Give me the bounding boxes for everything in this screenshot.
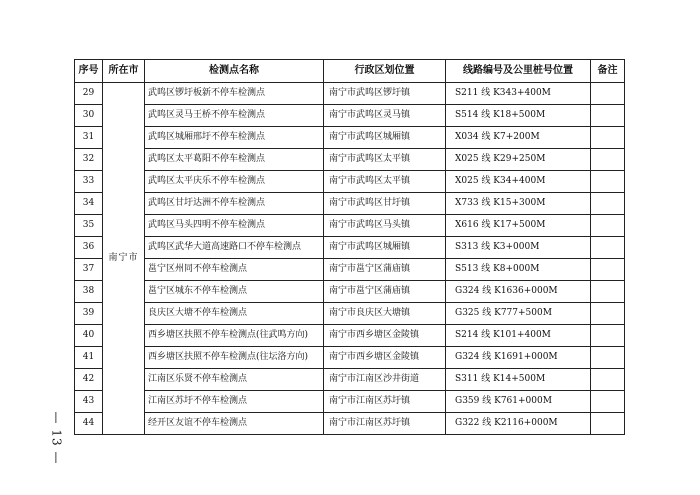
table-header-row [75,60,625,83]
header-route: 线路编号及公里桩号位置 [446,60,591,83]
admin-location: 南宁市江南区苏圩镇 [324,391,446,413]
checkpoint-table [74,59,625,435]
note-cell [591,369,625,391]
row-number: 33 [75,171,103,193]
header-location: 行政区划位置 [324,60,446,83]
note-cell [591,413,625,435]
table-row [75,171,625,193]
admin-location: 南宁市武鸣区灵马镇 [324,105,446,127]
table-row [75,281,625,303]
admin-location: 南宁市武鸣区太平镇 [324,149,446,171]
row-number: 30 [75,105,103,127]
route-stake: X034 线 K7+200M [446,127,591,149]
note-cell [591,105,625,127]
note-cell [591,237,625,259]
route-stake: S211 线 K343+400M [446,83,591,105]
checkpoint-name: 武鸣区锣圩板新不停车检测点 [145,83,324,105]
admin-location: 南宁市良庆区大塘镇 [324,303,446,325]
route-stake: X616 线 K17+500M [446,215,591,237]
table-row [75,127,625,149]
row-number: 38 [75,281,103,303]
table-row [75,391,625,413]
note-cell [591,171,625,193]
note-cell [591,127,625,149]
table-row [75,193,625,215]
route-stake: G325 线 K777+500M [446,303,591,325]
row-number: 43 [75,391,103,413]
checkpoint-name: 武鸣区灵马王桥不停车检测点 [145,105,324,127]
checkpoint-name: 经开区友谊不停车检测点 [145,413,324,435]
table-row [75,259,625,281]
route-stake: S311 线 K14+500M [446,369,591,391]
checkpoint-name: 邕宁区州同不停车检测点 [145,259,324,281]
city-cell: 南宁市 [103,83,145,435]
row-number: 32 [75,149,103,171]
route-stake: G324 线 K1636+000M [446,281,591,303]
checkpoint-name: 良庆区大塘不停车检测点 [145,303,324,325]
row-number: 40 [75,325,103,347]
checkpoint-name: 武鸣区甘圩达洲不停车检测点 [145,193,324,215]
row-number: 34 [75,193,103,215]
table-body [75,83,625,435]
admin-location: 南宁市邕宁区蒲庙镇 [324,259,446,281]
route-stake: G359 线 K761+000M [446,391,591,413]
page-number: — 13 — [49,411,63,465]
checkpoint-name: 江南区苏圩不停车检测点 [145,391,324,413]
row-number: 39 [75,303,103,325]
row-number: 31 [75,127,103,149]
checkpoint-name: 武鸣区马头四明不停车检测点 [145,215,324,237]
header-name: 检测点名称 [145,60,324,83]
admin-location: 南宁市武鸣区锣圩镇 [324,83,446,105]
table-row [75,83,625,105]
table-row [75,413,625,435]
note-cell [591,149,625,171]
note-cell [591,347,625,369]
checkpoint-name: 武鸣区太平庆乐不停车检测点 [145,171,324,193]
admin-location: 南宁市武鸣区马头镇 [324,215,446,237]
row-number: 37 [75,259,103,281]
checkpoint-name: 武鸣区城厢邢圩不停车检测点 [145,127,324,149]
route-stake: S514 线 K18+500M [446,105,591,127]
row-number: 36 [75,237,103,259]
table-row [75,105,625,127]
note-cell [591,391,625,413]
header-city: 所在市 [103,60,145,83]
route-stake: S214 线 K101+400M [446,325,591,347]
route-stake: X025 线 K29+250M [446,149,591,171]
checkpoint-name: 江南区乐贤不停车检测点 [145,369,324,391]
admin-location: 南宁市武鸣区太平镇 [324,171,446,193]
row-number: 35 [75,215,103,237]
row-number: 41 [75,347,103,369]
admin-location: 南宁市西乡塘区金陵镇 [324,347,446,369]
admin-location: 南宁市江南区苏圩镇 [324,413,446,435]
admin-location: 南宁市西乡塘区金陵镇 [324,325,446,347]
route-stake: G322 线 K2116+000M [446,413,591,435]
table-row [75,237,625,259]
admin-location: 南宁市江南区沙井街道 [324,369,446,391]
table-row [75,149,625,171]
admin-location: 南宁市邕宁区蒲庙镇 [324,281,446,303]
route-stake: S313 线 K3+000M [446,237,591,259]
admin-location: 南宁市武鸣区城厢镇 [324,127,446,149]
route-stake: G324 线 K1691+000M [446,347,591,369]
admin-location: 南宁市武鸣区城厢镇 [324,237,446,259]
note-cell [591,193,625,215]
route-stake: X025 线 K34+400M [446,171,591,193]
row-number: 29 [75,83,103,105]
checkpoint-name: 西乡塘区扶照不停车检测点(往坛洛方向) [145,347,324,369]
row-number: 42 [75,369,103,391]
header-no: 序号 [75,60,103,83]
note-cell [591,281,625,303]
route-stake: S513 线 K8+000M [446,259,591,281]
table-row [75,303,625,325]
route-stake: X733 线 K15+300M [446,193,591,215]
note-cell [591,325,625,347]
table-row [75,325,625,347]
header-note: 备注 [591,60,625,83]
admin-location: 南宁市武鸣区甘圩镇 [324,193,446,215]
table-row [75,347,625,369]
table-row [75,215,625,237]
note-cell [591,303,625,325]
checkpoint-name: 武鸣区太平葛阳不停车检测点 [145,149,324,171]
checkpoint-name: 西乡塘区扶照不停车检测点(往武鸣方向) [145,325,324,347]
checkpoint-name: 邕宁区城东不停车检测点 [145,281,324,303]
checkpoint-name: 武鸣区武华大道高速路口不停车检测点 [145,237,324,259]
note-cell [591,215,625,237]
note-cell [591,83,625,105]
note-cell [591,259,625,281]
table-row [75,369,625,391]
row-number: 44 [75,413,103,435]
